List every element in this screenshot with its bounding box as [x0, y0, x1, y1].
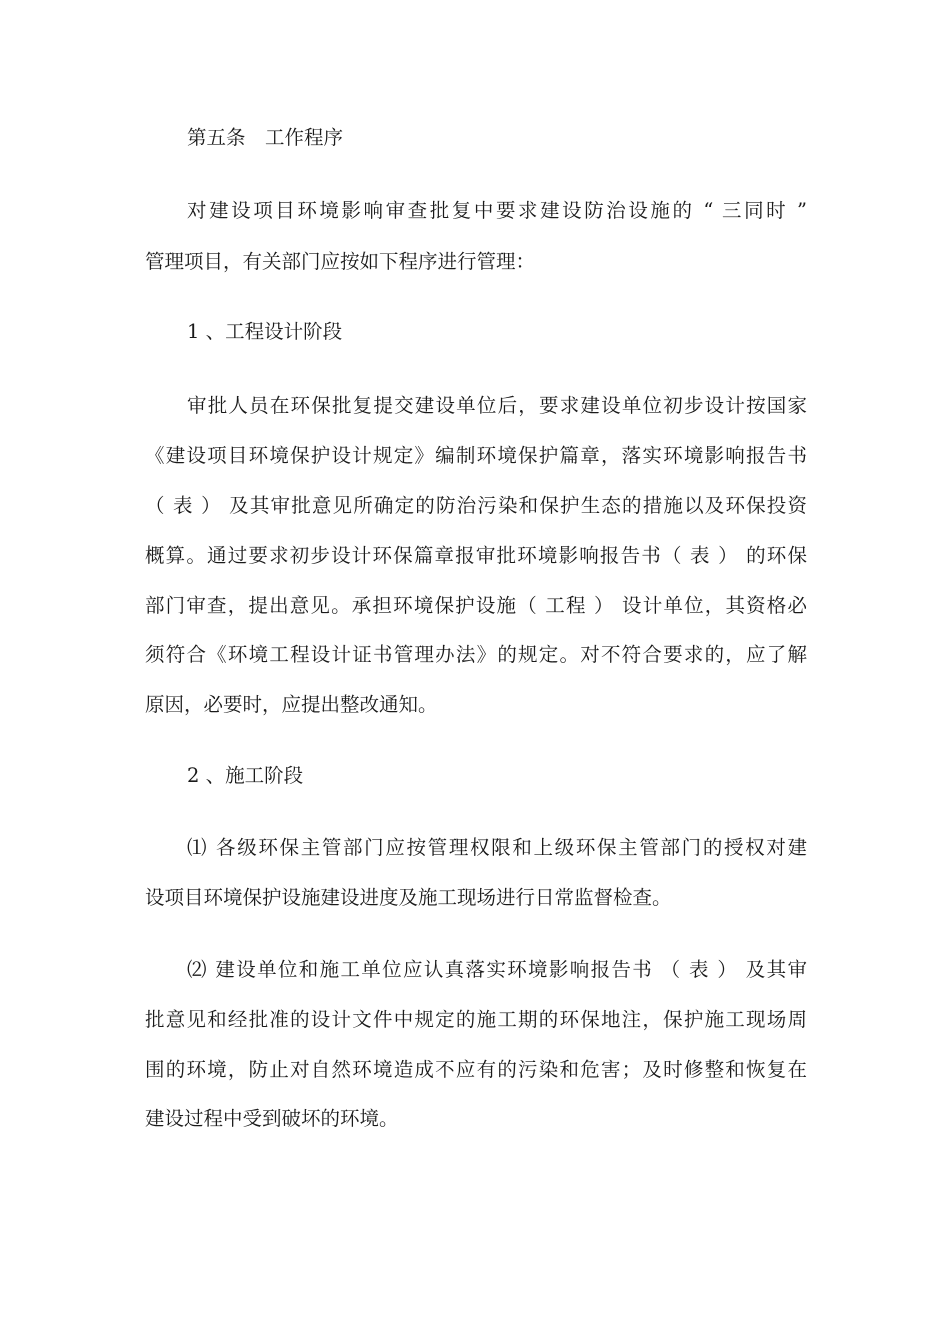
section-1-line: 须符合《环境工程设计证书管理办法》的规定。对不符合要求的，应了解	[145, 643, 807, 666]
section-2-item-2-line: 批意见和经批准的设计文件中规定的施工期的环保地注，保护施工现场周	[145, 1008, 807, 1031]
intro-line-1: 对建设项目环境影响审查批复中要求建设防治设施的 “ 三同时 ”	[187, 199, 807, 222]
section-1-line: 部门审查，提出意见。承担环境保护设施（ 工程 ） 设计单位，其资格必	[145, 594, 807, 617]
section-1-line: 审批人员在环保批复提交建设单位后，要求建设单位初步设计按国家	[187, 394, 807, 417]
section-2-item-2-line: ⑵ 建设单位和施工单位应认真落实环境影响报告书 （ 表 ） 及其审	[187, 958, 807, 981]
section-1-line: 《建设项目环境保护设计规定》编制环境保护篇章，落实环境影响报告书	[145, 444, 807, 467]
section-1-heading: 1 、工程设计阶段	[187, 320, 343, 343]
section-1-line: 原因，必要时，应提出整改通知。	[145, 693, 438, 716]
section-1-line: 概算。通过要求初步设计环保篇章报审批环境影响报告书（ 表 ） 的环保	[145, 544, 807, 567]
section-2-item-2-line: 围的环境，防止对自然环境造成不应有的污染和危害；及时修整和恢复在	[145, 1058, 807, 1081]
intro-line-2: 管理项目，有关部门应按如下程序进行管理：	[145, 250, 536, 273]
section-2-item-2-line: 建设过程中受到破坏的环境。	[145, 1107, 399, 1130]
section-2-item-1-line: 设项目环境保护设施建设进度及施工现场进行日常监督检查。	[145, 886, 672, 909]
section-2-heading: 2 、施工阶段	[187, 764, 304, 787]
section-2-item-1-line: ⑴ 各级环保主管部门应按管理权限和上级环保主管部门的授权对建	[187, 836, 807, 859]
section-1-line: （ 表 ） 及其审批意见所确定的防治污染和保护生态的措施以及环保投资	[145, 494, 807, 517]
article-heading: 第五条 工作程序	[187, 126, 344, 149]
